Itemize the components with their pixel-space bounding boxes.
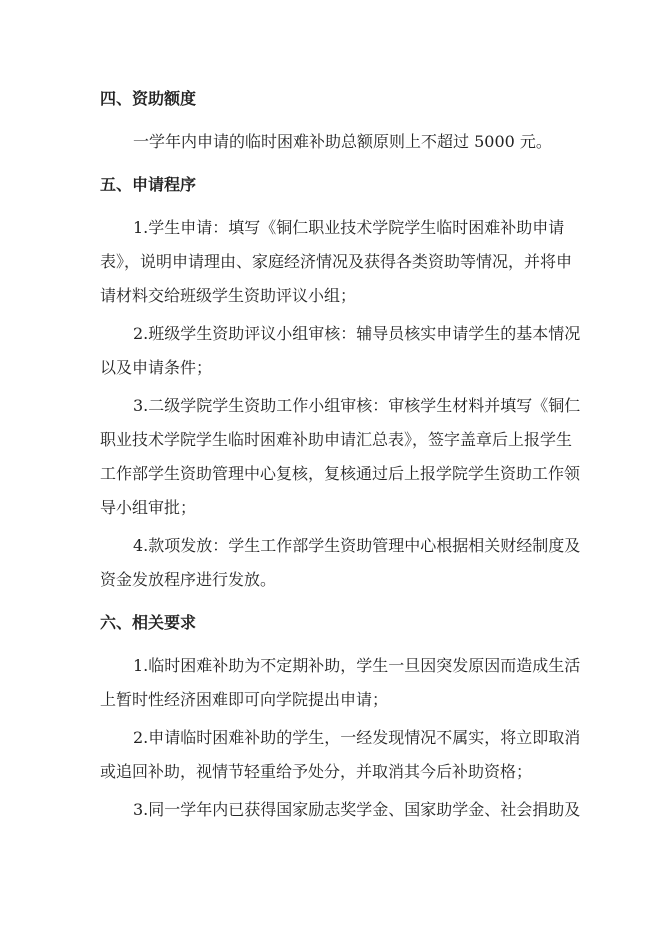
text-line: 上暂时性经济困难即可向学院提出申请； — [100, 690, 389, 709]
text-line: 以及申请条件； — [100, 358, 213, 377]
text-line: 2.班级学生资助评议小组审核：辅导员核实申请学生的基本情况 — [133, 324, 581, 343]
text-line: 导小组审批； — [100, 498, 197, 517]
text-line: 表》，说明申请理由、家庭经济情况及获得各类资助等情况，并将申 — [100, 252, 573, 271]
paragraph — [100, 389, 581, 525]
document-page — [100, 82, 581, 827]
text-line: 工作部学生资助管理中心复核，复核通过后上报学院学生资助工作领 — [100, 464, 581, 483]
paragraph — [100, 529, 581, 597]
text-line: 1.学生申请：填写《铜仁职业技术学院学生临时困难补助申请 — [133, 218, 565, 237]
text-line: 资金发放程序进行发放。 — [100, 570, 277, 589]
text-line: 请材料交给班级学生资助评议小组； — [100, 286, 357, 305]
paragraph — [100, 317, 581, 385]
text-line: 1.临时困难补助为不定期补助，学生一旦因突发原因而造成生活 — [133, 656, 581, 675]
section-heading: 六、相关要求 — [100, 613, 197, 632]
paragraph — [100, 793, 581, 827]
text-line: 2.申请临时困难补助的学生，一经发现情况不属实，将立即取消 — [133, 728, 581, 747]
paragraph — [100, 721, 581, 789]
paragraph — [100, 211, 573, 313]
text-line: 一学年内申请的临时困难补助总额原则上不超过 5000 元。 — [133, 132, 552, 151]
text-line: 3.同一学年内已获得国家励志奖学金、国家助学金、社会捐助及 — [133, 800, 581, 819]
section-heading: 五、申请程序 — [100, 175, 197, 194]
text-line: 3.二级学院学生资助工作小组审核：审核学生材料并填写《铜仁 — [133, 396, 581, 415]
text-line: 职业技术学院学生临时困难补助申请汇总表》，签字盖章后上报学生 — [100, 430, 573, 449]
text-line: 或追回补助，视情节轻重给予处分，并取消其今后补助资格； — [100, 762, 533, 781]
section-heading: 四、资助额度 — [100, 89, 197, 108]
paragraph — [100, 649, 581, 717]
paragraph — [100, 125, 562, 159]
text-line: 4.款项发放：学生工作部学生资助管理中心根据相关财经制度及 — [133, 536, 581, 555]
